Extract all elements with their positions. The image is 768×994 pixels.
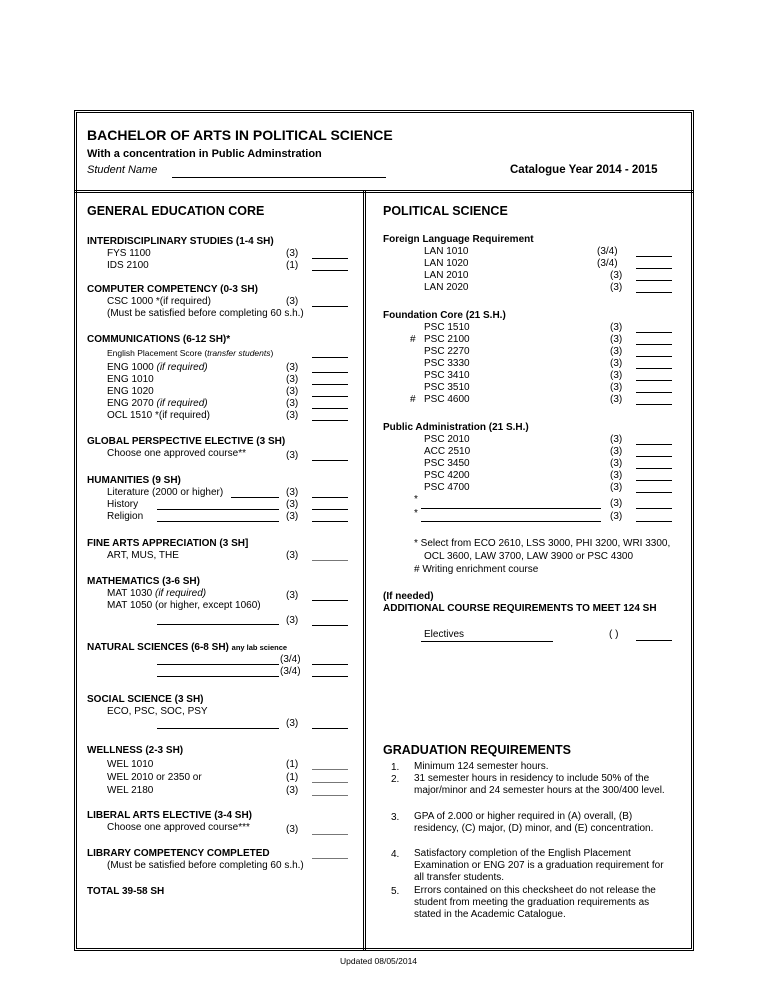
course-eng-1020: ENG 1020 (107, 386, 154, 397)
credits: (3) (610, 346, 623, 357)
grade-blank[interactable] (312, 372, 348, 373)
course-acc-2510: ACC 2510 (424, 446, 471, 457)
grade-blank[interactable] (312, 676, 348, 677)
writing-enrichment-mark: # (410, 334, 416, 345)
course-lan-2010: LAN 2010 (424, 270, 469, 281)
natural-sciences-title: NATURAL SCIENCES (6-8 SH) (87, 642, 229, 653)
credits: (3) (286, 718, 299, 729)
course-lan-1020: LAN 1020 (424, 258, 469, 269)
course-fys-1100: FYS 1100 (107, 248, 151, 259)
additional-requirements-heading: ADDITIONAL COURSE REQUIREMENTS TO MEET 124 SH (383, 603, 657, 614)
credits: (1) (286, 260, 299, 271)
credits: (3) (610, 498, 623, 509)
course-code: ENG 2070 (107, 398, 154, 409)
credits: (3) (286, 296, 299, 307)
grade-blank[interactable] (636, 468, 672, 469)
course-blank[interactable] (157, 521, 279, 522)
fine-arts-heading: FINE ARTS APPRECIATION (3 SH] (87, 538, 249, 549)
course-mat-1030 (107, 588, 206, 599)
computer-competency-heading: COMPUTER COMPETENCY (0-3 SH) (87, 284, 258, 295)
course-psc-3510: PSC 3510 (424, 382, 470, 393)
course-note: (if required) (155, 588, 207, 599)
humanities-literature: Literature (2000 or higher) (107, 487, 224, 498)
credits: (3) (286, 550, 299, 561)
communications-heading: COMMUNICATIONS (6-12 SH)* (87, 334, 231, 345)
social-science-line: ECO, PSC, SOC, PSY (107, 706, 208, 717)
course-blank[interactable] (421, 521, 601, 522)
grade-blank[interactable] (636, 404, 672, 405)
course-psc-4700: PSC 4700 (424, 482, 470, 493)
credits: (3) (286, 824, 299, 835)
social-science-heading: SOCIAL SCIENCE (3 SH) (87, 694, 204, 705)
grade-blank[interactable] (312, 509, 348, 510)
course-blank[interactable] (157, 676, 279, 677)
credits: (3) (286, 386, 299, 397)
grade-blank[interactable] (312, 858, 348, 859)
footnote-writing: # Writing enrichment course (414, 564, 539, 575)
placement-score-label (107, 348, 273, 358)
grade-blank[interactable] (312, 664, 348, 665)
foundation-core-heading: Foundation Core (21 S.H.) (383, 310, 506, 321)
grade-blank[interactable] (636, 368, 672, 369)
credits: (3) (286, 615, 299, 626)
electives-blank[interactable] (421, 641, 553, 642)
foreign-language-heading: Foreign Language Requirement (383, 234, 534, 245)
computer-note: (Must be satisfied before completing 60 s.h.) (107, 308, 304, 319)
credits: (3) (610, 458, 623, 469)
course-psc-2010: PSC 2010 (424, 434, 470, 445)
credits: (3) (286, 362, 299, 373)
credits: (3) (610, 470, 623, 481)
grade-blank[interactable] (636, 492, 672, 493)
grade-blank[interactable] (636, 380, 672, 381)
footnote-select-cont: OCL 3600, LAW 3700, LAW 3900 or PSC 4300 (424, 551, 634, 562)
credits: (3/4) (597, 246, 618, 257)
requirement-text: Errors contained on this checksheet do not release the student from meeting the graduation requirements as stated in the Academic Catalogue. (414, 885, 656, 920)
library-competency-heading: LIBRARY COMPETENCY COMPLETED (87, 848, 270, 859)
humanities-religion: Religion (107, 511, 144, 522)
credits: (3) (610, 322, 623, 333)
credits: (3) (286, 499, 299, 510)
course-psc-2100: PSC 2100 (424, 334, 470, 345)
credits: (3) (286, 590, 299, 601)
student-name-label: Student Name (87, 164, 158, 176)
course-psc-4600: PSC 4600 (424, 394, 470, 405)
grade-blank[interactable] (636, 444, 672, 445)
credits: (3/4) (597, 258, 618, 269)
course-note: (if required) (156, 362, 208, 373)
course-blank[interactable] (157, 509, 279, 510)
course-csc-1000: CSC 1000 *(if required) (107, 296, 211, 307)
global-perspective-heading: GLOBAL PERSPECTIVE ELECTIVE (3 SH) (87, 436, 286, 447)
course-psc-4200: PSC 4200 (424, 470, 470, 481)
political-science-heading: POLITICAL SCIENCE (383, 204, 508, 218)
credits: (1) (286, 759, 299, 770)
placement-c: ) (270, 348, 274, 358)
humanities-history: History (107, 499, 139, 510)
grade-blank[interactable] (636, 508, 672, 509)
course-wel-1010: WEL 1010 (107, 759, 154, 770)
course-blank[interactable] (421, 508, 601, 509)
grade-blank[interactable] (312, 625, 348, 626)
credits: (3/4) (280, 654, 301, 665)
grade-blank[interactable] (312, 834, 348, 835)
credits: (3) (286, 410, 299, 421)
select-mark: * (414, 494, 418, 505)
grade-blank[interactable] (312, 769, 348, 770)
grade-blank[interactable] (312, 396, 348, 397)
course-ocl-1510: OCL 1510 *(if required) (107, 410, 211, 421)
credits: (3) (610, 358, 623, 369)
course-psc-3450: PSC 3450 (424, 458, 470, 469)
grade-blank[interactable] (312, 270, 348, 271)
grade-blank[interactable] (636, 268, 672, 269)
grade-blank[interactable] (636, 280, 672, 281)
page-title: BACHELOR OF ARTS IN POLITICAL SCIENCE (87, 127, 393, 143)
grade-blank[interactable] (312, 460, 348, 461)
credits: (3) (610, 511, 623, 522)
requirement-number: 5. (391, 886, 400, 897)
course-note: (if required) (156, 398, 208, 409)
credits: (3) (610, 394, 623, 405)
course-wel-2010: WEL 2010 or 2350 or (107, 772, 202, 783)
placement-b: transfer students (207, 348, 271, 358)
grade-blank[interactable] (312, 560, 348, 561)
placement-score-blank[interactable] (312, 357, 348, 358)
general-education-heading: GENERAL EDUCATION CORE (87, 204, 265, 218)
course-blank[interactable] (157, 664, 279, 665)
grade-blank[interactable] (636, 521, 672, 522)
grade-blank[interactable] (312, 258, 348, 259)
grade-blank[interactable] (312, 728, 348, 729)
grade-blank[interactable] (312, 521, 348, 522)
credits: (1) (286, 772, 299, 783)
course-ids-2100: IDS 2100 (107, 260, 149, 271)
interdisciplinary-heading: INTERDISCIPLINARY STUDIES (1-4 SH) (87, 236, 274, 247)
grade-blank[interactable] (312, 497, 348, 498)
grade-blank[interactable] (636, 480, 672, 481)
graduation-requirements-heading: GRADUATION REQUIREMENTS (383, 743, 571, 757)
grade-blank[interactable] (312, 384, 348, 385)
natural-sciences-note: any lab science (231, 643, 288, 652)
if-needed-label: (If needed) (383, 591, 434, 602)
grade-blank[interactable] (636, 344, 672, 345)
requirement-number: 4. (391, 849, 400, 860)
natural-sciences-heading (87, 642, 287, 653)
course-eng-1010: ENG 1010 (107, 374, 154, 385)
grade-blank[interactable] (312, 420, 348, 421)
liberal-arts-heading: LIBERAL ARTS ELECTIVE (3-4 SH) (87, 810, 253, 821)
credits: (3) (610, 282, 623, 293)
course-code: MAT 1030 (107, 588, 153, 599)
credits: (3) (610, 334, 623, 345)
grade-blank[interactable] (636, 356, 672, 357)
grade-blank[interactable] (636, 456, 672, 457)
catalogue-year: Catalogue Year 2014 - 2015 (510, 164, 658, 176)
credits: (3) (610, 370, 623, 381)
credits: (3) (286, 248, 299, 259)
credits: (3) (610, 482, 623, 493)
credits: (3) (610, 382, 623, 393)
fine-arts-line: ART, MUS, THE (107, 550, 179, 561)
liberal-arts-line: Choose one approved course*** (107, 822, 250, 833)
grade-blank[interactable] (636, 332, 672, 333)
column-divider (363, 190, 366, 951)
grade-blank[interactable] (312, 306, 348, 307)
requirement-number: 3. (391, 812, 400, 823)
library-note: (Must be satisfied before completing 60 s.h.) (107, 860, 304, 871)
placement-a: English Placement Score ( (107, 348, 208, 358)
wellness-heading: WELLNESS (2-3 SH) (87, 745, 184, 756)
course-eng-2070 (107, 398, 208, 409)
grade-blank[interactable] (312, 600, 348, 601)
mathematics-heading: MATHEMATICS (3-6 SH) (87, 576, 200, 587)
requirement-number: 2. (391, 774, 400, 785)
requirement-text: Minimum 124 semester hours. (414, 761, 549, 772)
credits: (3) (286, 398, 299, 409)
course-eng-1000 (107, 362, 208, 373)
credits: (3) (286, 785, 299, 796)
requirement-text: Satisfactory completion of the English Placement Examination or ENG 207 is a graduation requirement for all transfer students. (414, 848, 664, 883)
grade-blank[interactable] (636, 392, 672, 393)
credits: (3) (286, 450, 299, 461)
course-blank[interactable] (231, 497, 279, 498)
grade-blank[interactable] (312, 795, 348, 796)
credits: (3) (286, 374, 299, 385)
page-subtitle: With a concentration in Public Adminstration (87, 148, 322, 160)
writing-enrichment-mark: # (410, 394, 416, 405)
credits: (3/4) (280, 666, 301, 677)
global-perspective-line: Choose one approved course** (107, 448, 246, 459)
credits: (3) (610, 434, 623, 445)
course-blank[interactable] (157, 728, 279, 729)
course-mat-1050: MAT 1050 (or higher, except 1060) (107, 600, 261, 611)
course-lan-2020: LAN 2020 (424, 282, 469, 293)
select-mark: * (414, 508, 418, 519)
course-wel-2180: WEL 2180 (107, 785, 154, 796)
electives-label: Electives (424, 629, 465, 640)
requirement-text: 31 semester hours in residency to include 50% of the major/minor and 24 semester hours at the 300/400 level. (414, 773, 665, 796)
grade-blank[interactable] (636, 292, 672, 293)
credits: (3) (286, 487, 299, 498)
humanities-heading: HUMANITIES (9 SH) (87, 475, 181, 486)
electives-credits: ( ) (609, 629, 619, 640)
grade-blank[interactable] (312, 408, 348, 409)
credits: (3) (286, 511, 299, 522)
requirement-text: GPA of 2.000 or higher required in (A) overall, (B) residency, (C) major, (D) minor, and (E) concentration. (414, 811, 654, 834)
grade-blank[interactable] (636, 640, 672, 641)
total-hours: TOTAL 39-58 SH (87, 886, 165, 897)
footnote-select: * Select from ECO 2610, LSS 3000, PHI 3200, WRI 3300, (414, 538, 671, 549)
credits: (3) (610, 446, 623, 457)
header-divider (74, 190, 694, 193)
course-code: ENG 1000 (107, 362, 154, 373)
updated-date: Updated 08/05/2014 (340, 956, 418, 966)
course-psc-2270: PSC 2270 (424, 346, 470, 357)
credits: (3) (610, 270, 623, 281)
course-psc-3410: PSC 3410 (424, 370, 470, 381)
grade-blank[interactable] (636, 256, 672, 257)
grade-blank[interactable] (312, 782, 348, 783)
course-lan-1010: LAN 1010 (424, 246, 469, 257)
public-administration-heading: Public Administration (21 S.H.) (383, 422, 529, 433)
student-name-field[interactable] (172, 177, 386, 178)
course-psc-3330: PSC 3330 (424, 358, 470, 369)
requirement-number: 1. (391, 762, 400, 773)
course-blank[interactable] (157, 624, 279, 625)
course-psc-1510: PSC 1510 (424, 322, 470, 333)
